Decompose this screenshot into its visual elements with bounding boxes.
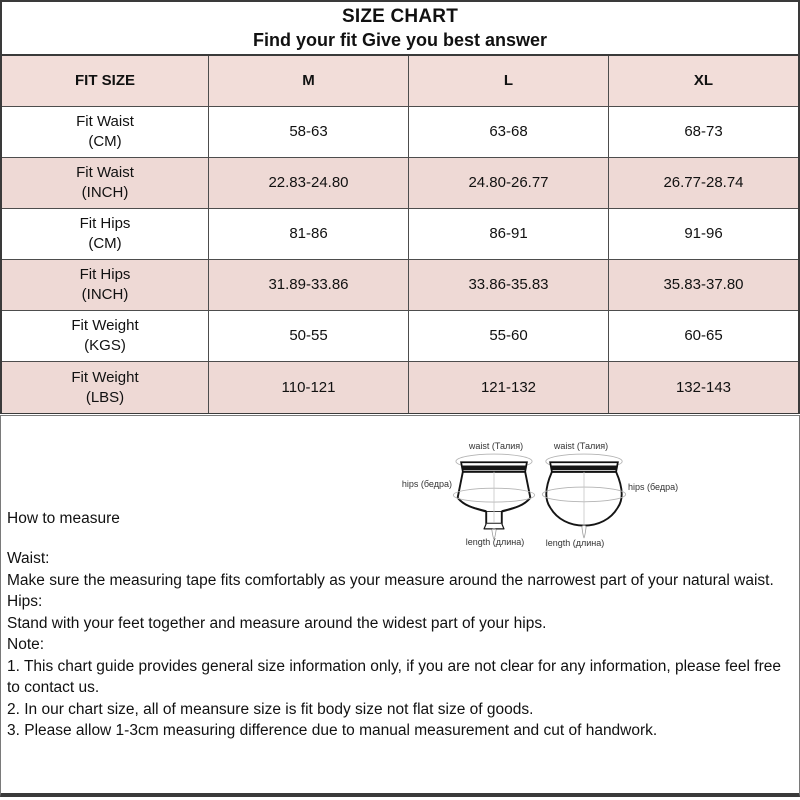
- row-label-unit: (CM): [88, 133, 122, 150]
- instruction-line: 3. Please allow 1-3cm measuring difference due to manual measurement and cut of handwork.: [7, 722, 658, 739]
- row-label: [2, 362, 209, 413]
- size-cell: 26.77-28.74: [609, 158, 798, 209]
- measure-guide-box: [0, 415, 800, 797]
- page-title: SIZE CHART: [342, 5, 458, 27]
- column-header-xl: XL: [609, 56, 798, 107]
- row-label-text: Fit Hips: [79, 266, 131, 283]
- panty-back-view-diagram: [540, 451, 628, 543]
- size-cell: 121-132: [409, 362, 609, 413]
- row-label-unit: (LBS): [85, 388, 125, 406]
- row-label: [2, 260, 209, 311]
- row-label-text: Fit Weight: [71, 317, 139, 334]
- how-to-measure-heading: How to measure: [7, 510, 120, 527]
- size-cell: 22.83-24.80: [209, 158, 409, 209]
- instruction-line: Hips:: [7, 593, 43, 610]
- row-label-text: Fit Waist: [76, 113, 134, 130]
- waist-label-back: waist (Талия): [553, 441, 609, 451]
- hips-label-front: hips (бедра): [401, 479, 452, 489]
- page-subtitle: Find your fit Give you best answer: [252, 29, 548, 50]
- measure-instructions: [7, 548, 797, 742]
- panty-front-view-diagram: [450, 451, 538, 541]
- waist-label-front: waist (Талия): [468, 441, 524, 451]
- row-label-text: Fit Waist: [76, 164, 134, 181]
- size-cell: 55-60: [409, 311, 609, 362]
- size-cell: 68-73: [609, 107, 798, 158]
- size-cell: 35.83-37.80: [609, 260, 798, 311]
- column-header-l: L: [409, 56, 609, 107]
- column-header-fit-size: FIT SIZE: [2, 56, 209, 107]
- size-table: [2, 56, 798, 413]
- row-label-text: Fit Hips: [79, 215, 131, 232]
- instruction-line: Waist:: [7, 550, 50, 567]
- length-label-back: length (длина): [545, 538, 605, 548]
- length-label-front: length (длина): [465, 537, 525, 547]
- row-label: [2, 311, 209, 362]
- size-cell: 31.89-33.86: [209, 260, 409, 311]
- size-cell: 81-86: [209, 209, 409, 260]
- instruction-line: Stand with your feet together and measure around the widest part of your hips.: [7, 614, 547, 632]
- row-label-unit: (KGS): [84, 337, 126, 354]
- size-cell: 132-143: [609, 362, 798, 413]
- size-cell: 60-65: [609, 311, 798, 362]
- title-block: [2, 2, 798, 56]
- column-header-m: M: [209, 56, 409, 107]
- instruction-line: 1. This chart guide provides general size information only, if you are not clear for any information, please feel free to contact us.: [7, 657, 781, 696]
- size-cell: 63-68: [409, 107, 609, 158]
- hips-label-back: hips (бедра): [628, 482, 679, 492]
- row-label: [2, 209, 209, 260]
- row-label-text: Fit Weight: [71, 368, 139, 386]
- size-cell: 50-55: [209, 311, 409, 362]
- size-cell: 33.86-35.83: [409, 260, 609, 311]
- size-cell: 58-63: [209, 107, 409, 158]
- instruction-line: 2. In our chart size, all of meansure size is fit body size not flat size of goods.: [7, 700, 534, 718]
- row-label-unit: (INCH): [81, 184, 129, 201]
- row-label: [2, 107, 209, 158]
- row-label: [2, 158, 209, 209]
- row-label-unit: (INCH): [81, 286, 129, 303]
- size-cell: 24.80-26.77: [409, 158, 609, 209]
- size-cell: 91-96: [609, 209, 798, 260]
- size-cell: 110-121: [209, 362, 409, 413]
- row-label-unit: (CM): [88, 235, 122, 252]
- instruction-line: Note:: [7, 636, 45, 653]
- instruction-line: Make sure the measuring tape fits comfortably as your measure around the narrowest part of your natural waist.: [7, 571, 774, 589]
- size-cell: 86-91: [409, 209, 609, 260]
